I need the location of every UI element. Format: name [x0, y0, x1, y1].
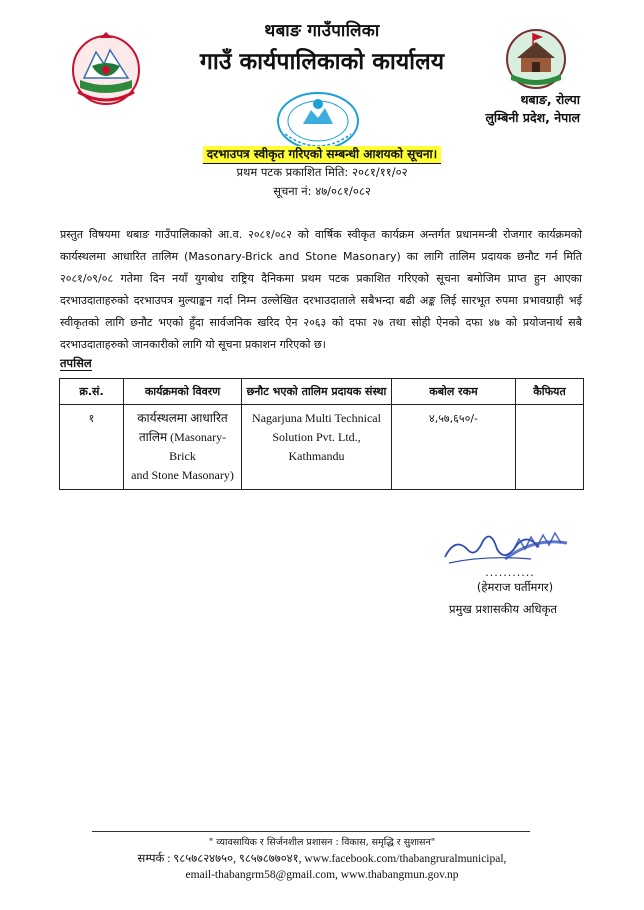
cell-serial: १ [60, 405, 124, 490]
provider-line-1: Nagarjuna Multi Technical [252, 411, 381, 425]
notice-body: प्रस्तुत विषयमा थबाङ गाउँपालिकाको आ.व. २०८१/०८२ को वार्षिक स्वीकृत कार्यक्रम अन्तर्गत प्रधानमन्त्री रोजगार कार्यक्रमको कार्यस्थलमा आधारित तालिम (Masonary-Brick and Stone Masonary) का लागि तालिम प्रदायक छनौट गर्न मिति २०८१/०९/०८ गतेमा दिन नयाँ युगबोध राष्ट्रिय दैनिकमा प्रथम पटक प्रकाशित गरिएको सूचना बमोजिम प्राप्त हुन आएका दरभाउदाताहरुको दरभाउपत्र मुल्याङ्कन गर्दा निम्न उल्लेखित दरभाउदाताले सबैभन्दा बढी अङ्क लिई सारभूत रुपमा प्रभावग्राही भई स्वीकृतको लागि छनौट भएको हुँदा सार्वजनिक खरिद ऐन २०६३ को दफा २७ तथा सोही ऐनको दफा ४७ को प्रयोजनार्थ सबै दरभाउदाताहरुको जानकारीको लागि यो सूचना प्रकाशन गरिएको छ। [60, 228, 582, 351]
footer-divider [92, 831, 530, 832]
cell-amount: ४,५७,६५०/- [392, 405, 516, 490]
header-remarks: कैफियत [516, 379, 584, 405]
nepal-emblem-icon [70, 30, 142, 108]
cell-remarks [516, 405, 584, 490]
program-line-2: तालिम (Masonary-Brick [138, 430, 227, 463]
signature-dots: ........... [485, 566, 535, 579]
header-provider: छनौट भएको तालिम प्रदायक संस्था [242, 379, 392, 405]
program-line-1: कार्यस्थलमा आधारित [137, 411, 228, 425]
cell-program [124, 405, 242, 490]
award-table [59, 378, 584, 490]
signatory-name: (हेमराज घर्तीमगर) [476, 580, 554, 594]
footer-contact-line-1: सम्पर्क : ९८५७८२४७५०, ९८५७८७७०४१, www.facebook.com/thabangruralmunicipal, [137, 853, 507, 865]
header-program: कार्यक्रमको विवरण [124, 379, 242, 405]
office-name: गाउँ कार्यपालिकाको कार्यालय [199, 49, 445, 75]
address-line-1: थबाङ, रोल्पा [520, 92, 580, 107]
provider-line-3: Kathmandu [288, 449, 345, 463]
notice-title-container [0, 143, 644, 164]
cell-provider [242, 405, 392, 490]
footer-contact-line-2: email-thabangrm58@gmail.com, www.thabangmun.gov.np [185, 869, 459, 881]
notice-title: दरभाउपत्र स्वीकृत गरिएको सम्बन्धी आशयको सूचना। [203, 146, 441, 164]
notice-number: सूचना नं: ४७/०८१/०८२ [273, 184, 371, 198]
thabang-municipality-logo-icon [505, 28, 567, 90]
details-heading: तपसिल [60, 356, 92, 370]
address-line-2: लुम्बिनी प्रदेश, नेपाल [485, 110, 580, 125]
program-line-3: and Stone Masonary) [131, 468, 234, 482]
signatory-designation: प्रमुख प्रशासकीय अधिकृत [449, 602, 557, 616]
header-amount: कबोल रकम [392, 379, 516, 405]
table-row [60, 405, 584, 490]
table-header-row [60, 379, 584, 405]
provider-line-2: Solution Pvt. Ltd., [272, 430, 361, 444]
published-date: प्रथम पटक प्रकाशित मिति: २०८१/११/०२ [236, 165, 408, 179]
header-serial: क्र.सं. [60, 379, 124, 405]
municipality-name: थबाङ गाउँपालिका [264, 21, 380, 41]
footer-slogan: " व्यावसायिक र सिर्जनशील प्रशासन : विकास, समृद्धि र सुशासन" [208, 837, 436, 848]
